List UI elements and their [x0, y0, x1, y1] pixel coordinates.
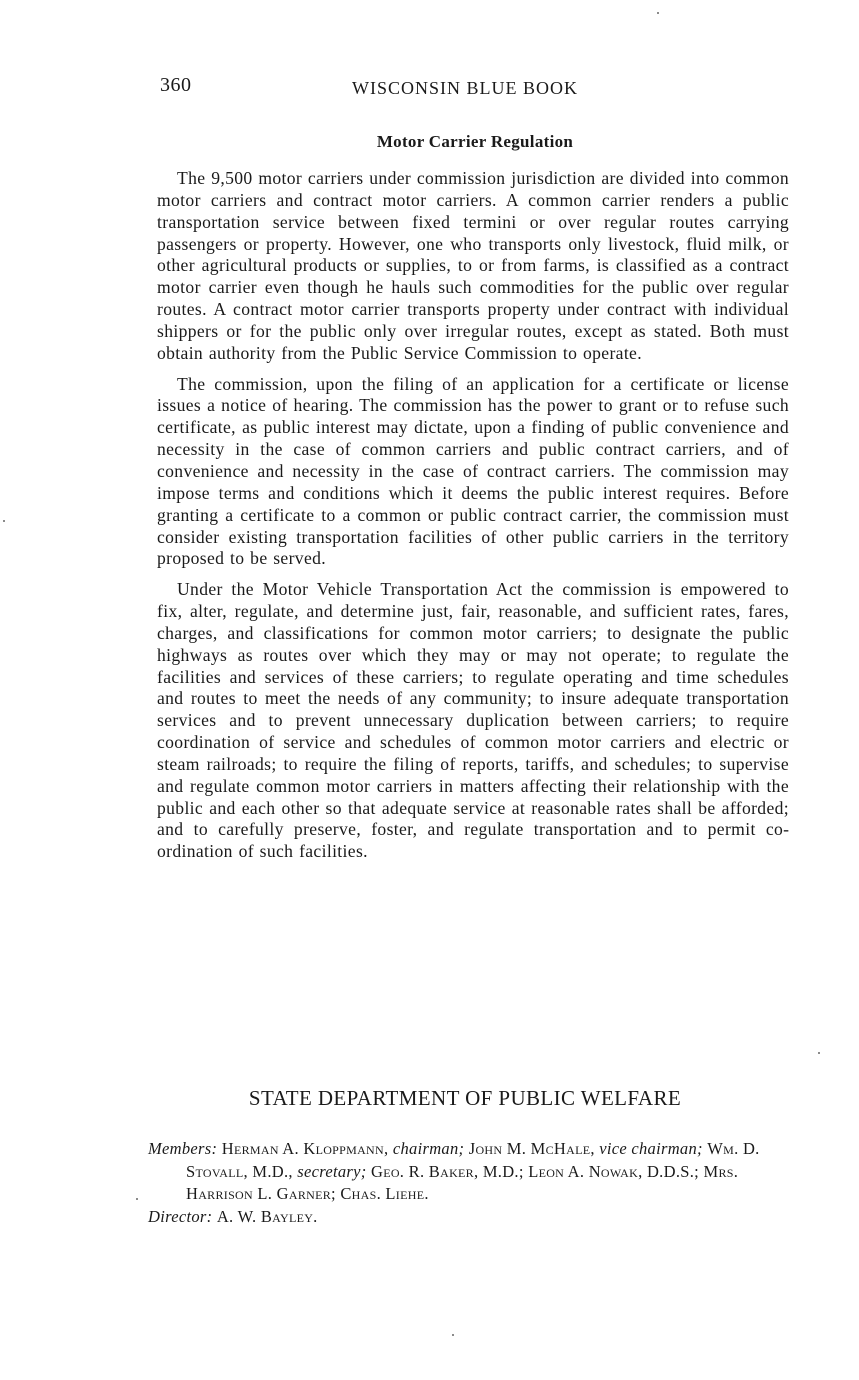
member-name: Chas. Liehe. — [340, 1184, 429, 1203]
member-role: vice chairman; — [599, 1139, 703, 1158]
member-name: Leon A. Nowak, D.D.S.; — [528, 1161, 700, 1181]
department-heading: STATE DEPARTMENT OF PUBLIC WELFARE — [248, 1086, 682, 1110]
director-name: A. W. Bayley. — [216, 1206, 318, 1226]
running-title: WISCONSIN BLUE BOOK — [352, 78, 578, 98]
scan-speck — [136, 1198, 138, 1200]
scan-speck — [657, 12, 659, 14]
running-head — [160, 74, 790, 104]
member-name: John M. McHale, — [468, 1139, 595, 1158]
scan-speck — [3, 520, 5, 522]
scan-speck — [818, 1052, 820, 1054]
members-label: Members: — [148, 1139, 218, 1158]
department-staff — [148, 1138, 788, 1228]
member-role: chairman; — [392, 1139, 465, 1158]
member-name: Wm. D. Stovall, M.D., — [186, 1139, 760, 1181]
director-label: Director: — [148, 1206, 213, 1226]
member-name: Herman A. Kloppmann, — [221, 1139, 389, 1158]
member-role: secretary; — [297, 1161, 367, 1181]
scan-speck — [452, 1334, 454, 1336]
section-heading: Motor Carrier Regulation — [376, 132, 574, 151]
paragraph-carrier-types: The 9,500 motor carriers under commission jurisdiction are divided into common motor carriers and contract motor carriers. A common carrier renders a public transportation service between fixed termini or over regular routes carrying passengers or property. However, one who transports only livestock, fluid milk, or other agricultural products or supplies, to or from farms, is classified as a contract motor carrier even though he hauls such commodities for the public over regular routes. A contract motor carrier transports property under contract with individual shippers or for the public only over irregular routes, except as stated. Both must obtain authority from the Public Service Commission to operate. — [157, 168, 789, 363]
page-number: 360 — [160, 74, 192, 96]
paragraph-commission-powers: Under the Motor Vehicle Transportation Act the commission is empowered to fix, alter, regulate, and determine just, fair, reasonable, and sufficient rates, fares, charges, and classifications for common motor carriers; to designate the public highways as routes over which they may or may not operate; to regulate the facilities and services of these carriers; to regulate operating and time schedules and routes to meet the needs of any community; to insure adequate transportation services and to prevent unnecessary duplication between carriers; to require coordination of service and schedules of common motor carriers and electric or steam railroads; to require the filing of reports, tariffs, and schedules; to supervise and regulate common motor carriers in matters affecting their relationship with the public and each other so that adequate service at reasonable rates shall be afforded; and to carefully preserve, foster, and regulate transportation and to permit coordination of such facilities. — [157, 579, 789, 862]
director-line — [148, 1206, 788, 1229]
paragraph-certificates: The commission, upon the filing of an application for a certificate or license issues a notice of hearing. The commission has the power to grant or to refuse such certificate, as public interest may dictate, upon a finding of public convenience and necessity in the case of common carriers and public contract carriers, and of convenience and necessity in the case of contract carriers. The commission may impose terms and conditions which it deems the public interest requires. Before granting a certificate to a common or public contract carrier, the commission must consider existing transportation facilities of other public carriers in the territory proposed to be served. — [157, 373, 789, 569]
member-name: Mrs. Harrison L. Garner; — [186, 1161, 739, 1203]
members-list — [148, 1138, 788, 1206]
section-body — [157, 168, 789, 872]
member-name: Geo. R. Baker, M.D.; — [370, 1161, 524, 1181]
